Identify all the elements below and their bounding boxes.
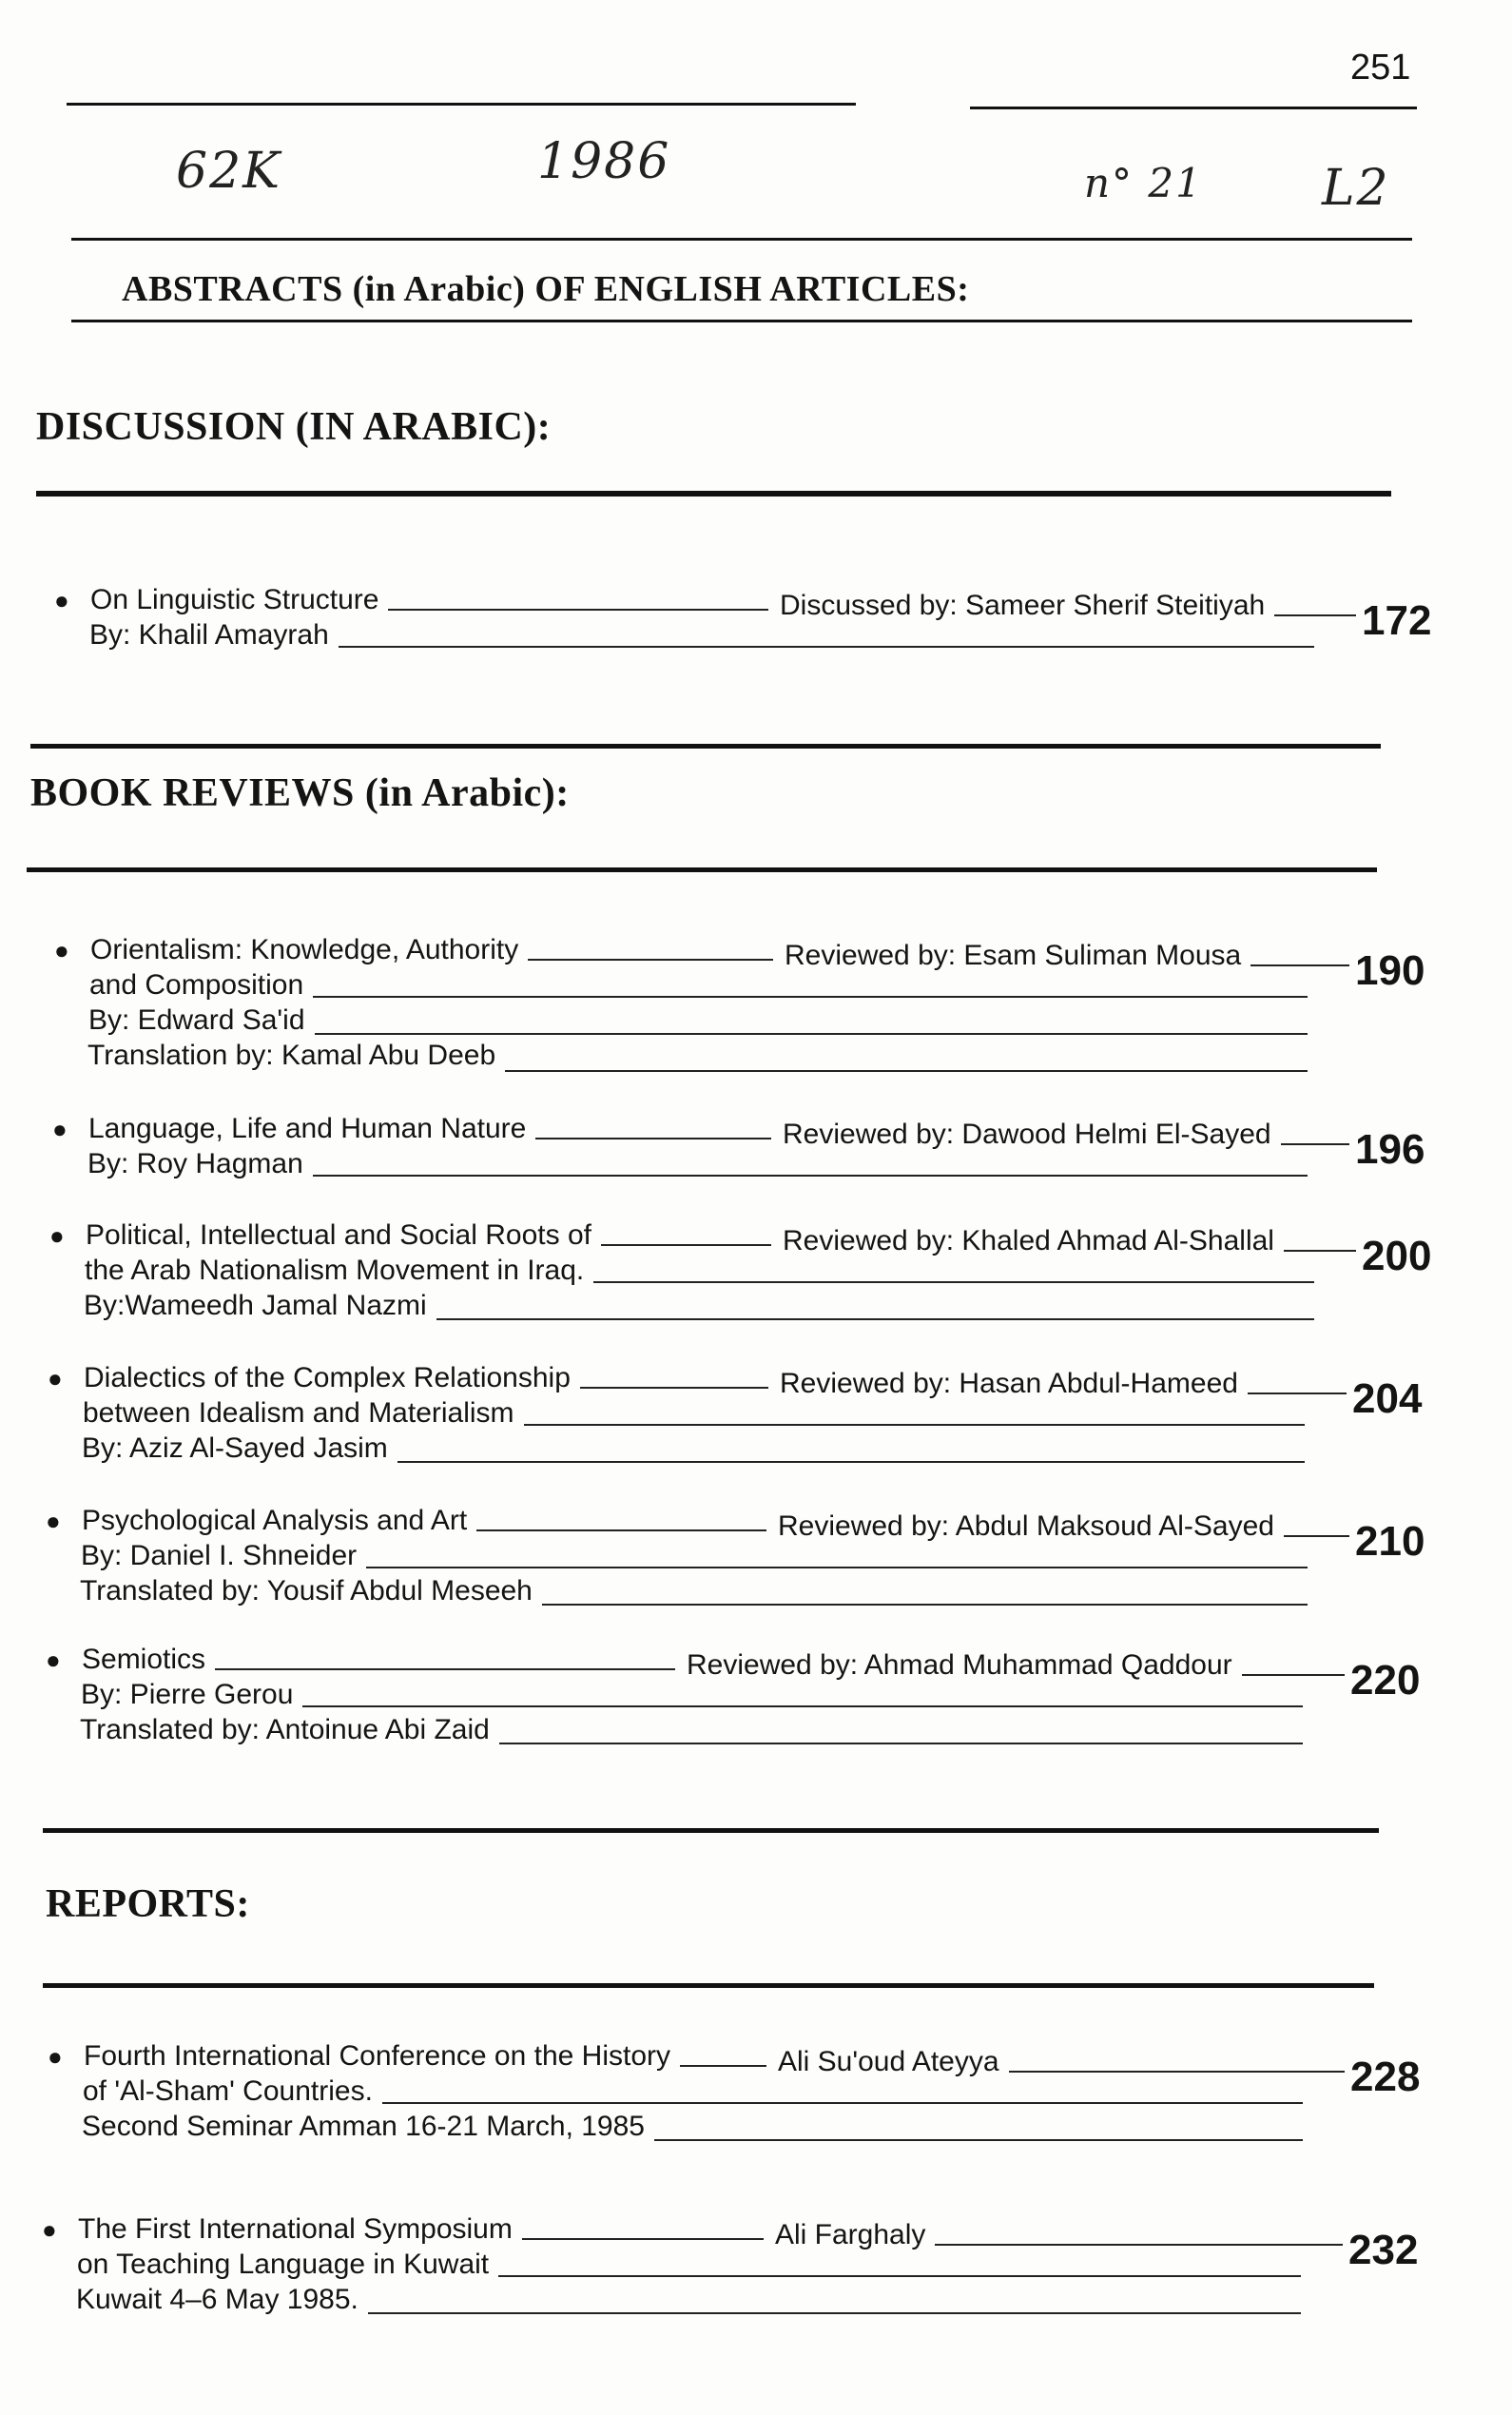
entry-credit: Ali Su'oud Ateyya (778, 2046, 999, 2077)
entry-line: By: Pierre Gerou (81, 1679, 294, 1710)
entry-credit: Reviewed by: Khaled Ahmad Al-Shallal (783, 1225, 1274, 1256)
leader-line (680, 2065, 766, 2067)
leader-line (368, 2312, 1301, 2314)
leader-line (313, 1175, 1308, 1177)
handwritten-code: 62K (176, 143, 282, 200)
handwritten-issue: n° 21 (1084, 160, 1203, 206)
entry-title: Political, Intellectual and Social Roots of (86, 1219, 591, 1251)
entry-title: Semiotics (82, 1644, 206, 1675)
bullet-icon: ● (46, 1507, 61, 1535)
leader-line (1274, 614, 1356, 616)
entry-line: on Teaching Language in Kuwait (77, 2249, 490, 2280)
leader-line (1242, 1674, 1345, 1676)
leader-line (436, 1318, 1314, 1320)
page-number-ref: 228 (1350, 2054, 1421, 2100)
entry-line: Second Seminar Amman 16-21 March, 1985 (82, 2111, 645, 2142)
entry-line: By:Wameedh Jamal Nazmi (84, 1290, 427, 1321)
leader-line (524, 1424, 1305, 1426)
leader-line (1009, 2071, 1345, 2073)
abstracts-rule-bottom (71, 320, 1412, 322)
entry-title: Fourth International Conference on the History (84, 2040, 671, 2072)
leader-line (1284, 1250, 1356, 1252)
leader-line (339, 646, 1314, 648)
bullet-icon: ● (42, 2215, 57, 2244)
entry-title: On Linguistic Structure (90, 584, 379, 615)
entry-line: the Arab Nationalism Movement in Iraq. (85, 1255, 585, 1286)
entry-credit: Reviewed by: Abdul Maksoud Al-Sayed (778, 1510, 1274, 1542)
entry-title: Dialectics of the Complex Relationship (84, 1362, 571, 1393)
leader-line (315, 1033, 1308, 1035)
entry-line: of 'Al-Sham' Countries. (83, 2075, 373, 2107)
entry-line: By: Daniel I. Shneider (81, 1540, 358, 1571)
entry-credit: Reviewed by: Dawood Helmi El-Sayed (783, 1119, 1271, 1150)
abstracts-rule-top (71, 238, 1412, 241)
reports-rule-top (43, 1828, 1379, 1833)
entry-credit: Discussed by: Sameer Sherif Steitiyah (780, 590, 1266, 621)
bullet-icon: ● (49, 1221, 65, 1250)
page-number-ref: 172 (1362, 597, 1432, 644)
discussion-heading: DISCUSSION (IN ARABIC): (36, 405, 552, 449)
bullet-icon: ● (48, 2042, 63, 2071)
entry-line: By: Roy Hagman (87, 1148, 303, 1179)
book-reviews-heading: BOOK REVIEWS (in Arabic): (30, 771, 570, 815)
top-rule-right (970, 107, 1417, 109)
leader-line (1284, 1535, 1349, 1537)
leader-line (542, 1604, 1308, 1606)
entry-line: Translated by: Antoinue Abi Zaid (80, 1714, 490, 1745)
entry-line: between Idealism and Materialism (83, 1397, 514, 1429)
leader-line (535, 1138, 771, 1139)
entry-credit: Reviewed by: Esam Suliman Mousa (785, 940, 1242, 971)
entry-title: Orientalism: Knowledge, Authority (90, 934, 519, 965)
book-reviews-rule-bottom (27, 867, 1377, 872)
discussion-rule (36, 491, 1391, 497)
book-reviews-rule-top (30, 744, 1381, 749)
leader-line (935, 2244, 1343, 2246)
entry-credit: Reviewed by: Hasan Abdul-Hameed (780, 1368, 1238, 1399)
entry-title: The First International Symposium (78, 2213, 513, 2245)
abstracts-heading: ABSTRACTS (in Arabic) OF ENGLISH ARTICLES: (122, 269, 970, 309)
reports-rule-bottom (43, 1983, 1374, 1988)
entry-line: and Composition (89, 969, 304, 1001)
entry-line: Translated by: Yousif Abdul Meseeh (80, 1575, 533, 1607)
page-number-ref: 196 (1355, 1126, 1425, 1173)
page-number-ref: 210 (1355, 1518, 1425, 1565)
page-number-ref: 190 (1355, 947, 1425, 994)
leader-line (654, 2139, 1303, 2141)
entry-credit: Reviewed by: Ahmad Muhammad Qaddour (687, 1649, 1232, 1681)
bullet-icon: ● (48, 1364, 63, 1393)
leader-line (382, 2102, 1303, 2104)
leader-line (505, 1070, 1308, 1072)
page-number: 251 (1350, 48, 1411, 88)
bullet-icon: ● (54, 936, 69, 964)
leader-line (366, 1567, 1308, 1568)
bullet-icon: ● (54, 586, 69, 614)
entry-line: By: Aziz Al-Sayed Jasim (82, 1432, 388, 1464)
handwritten-year: 1986 (537, 133, 671, 190)
leader-line (476, 1529, 766, 1531)
page-number-ref: 220 (1350, 1657, 1421, 1704)
page-number-ref: 204 (1352, 1375, 1423, 1422)
entry-line: By: Edward Sa'id (88, 1004, 305, 1036)
bullet-icon: ● (46, 1646, 61, 1674)
leader-line (593, 1281, 1314, 1283)
leader-line (498, 2275, 1301, 2277)
page-number-ref: 200 (1362, 1233, 1432, 1279)
leader-line (522, 2238, 764, 2240)
reports-heading: REPORTS: (46, 1882, 250, 1926)
entry-line: Translation by: Kamal Abu Deeb (87, 1040, 496, 1071)
entry-title: Psychological Analysis and Art (82, 1505, 468, 1536)
leader-line (215, 1668, 675, 1670)
leader-line (313, 996, 1308, 998)
bullet-icon: ● (52, 1115, 68, 1143)
leader-line (528, 959, 773, 961)
entry-line: By: Khalil Amayrah (89, 619, 329, 651)
top-rule-left (67, 103, 856, 106)
leader-line (580, 1387, 768, 1389)
entry-line: Kuwait 4–6 May 1985. (76, 2284, 359, 2315)
page-number-ref: 232 (1348, 2227, 1419, 2273)
leader-line (302, 1705, 1303, 1707)
entry-title: Language, Life and Human Nature (88, 1113, 527, 1144)
leader-line (601, 1244, 771, 1246)
leader-line (1250, 964, 1349, 966)
leader-line (499, 1743, 1303, 1744)
entry-credit: Ali Farghaly (775, 2219, 926, 2250)
handwritten-mark: L2 (1322, 160, 1390, 217)
leader-line (388, 609, 768, 611)
leader-line (1281, 1143, 1349, 1145)
leader-line (397, 1461, 1305, 1463)
leader-line (1248, 1393, 1347, 1394)
